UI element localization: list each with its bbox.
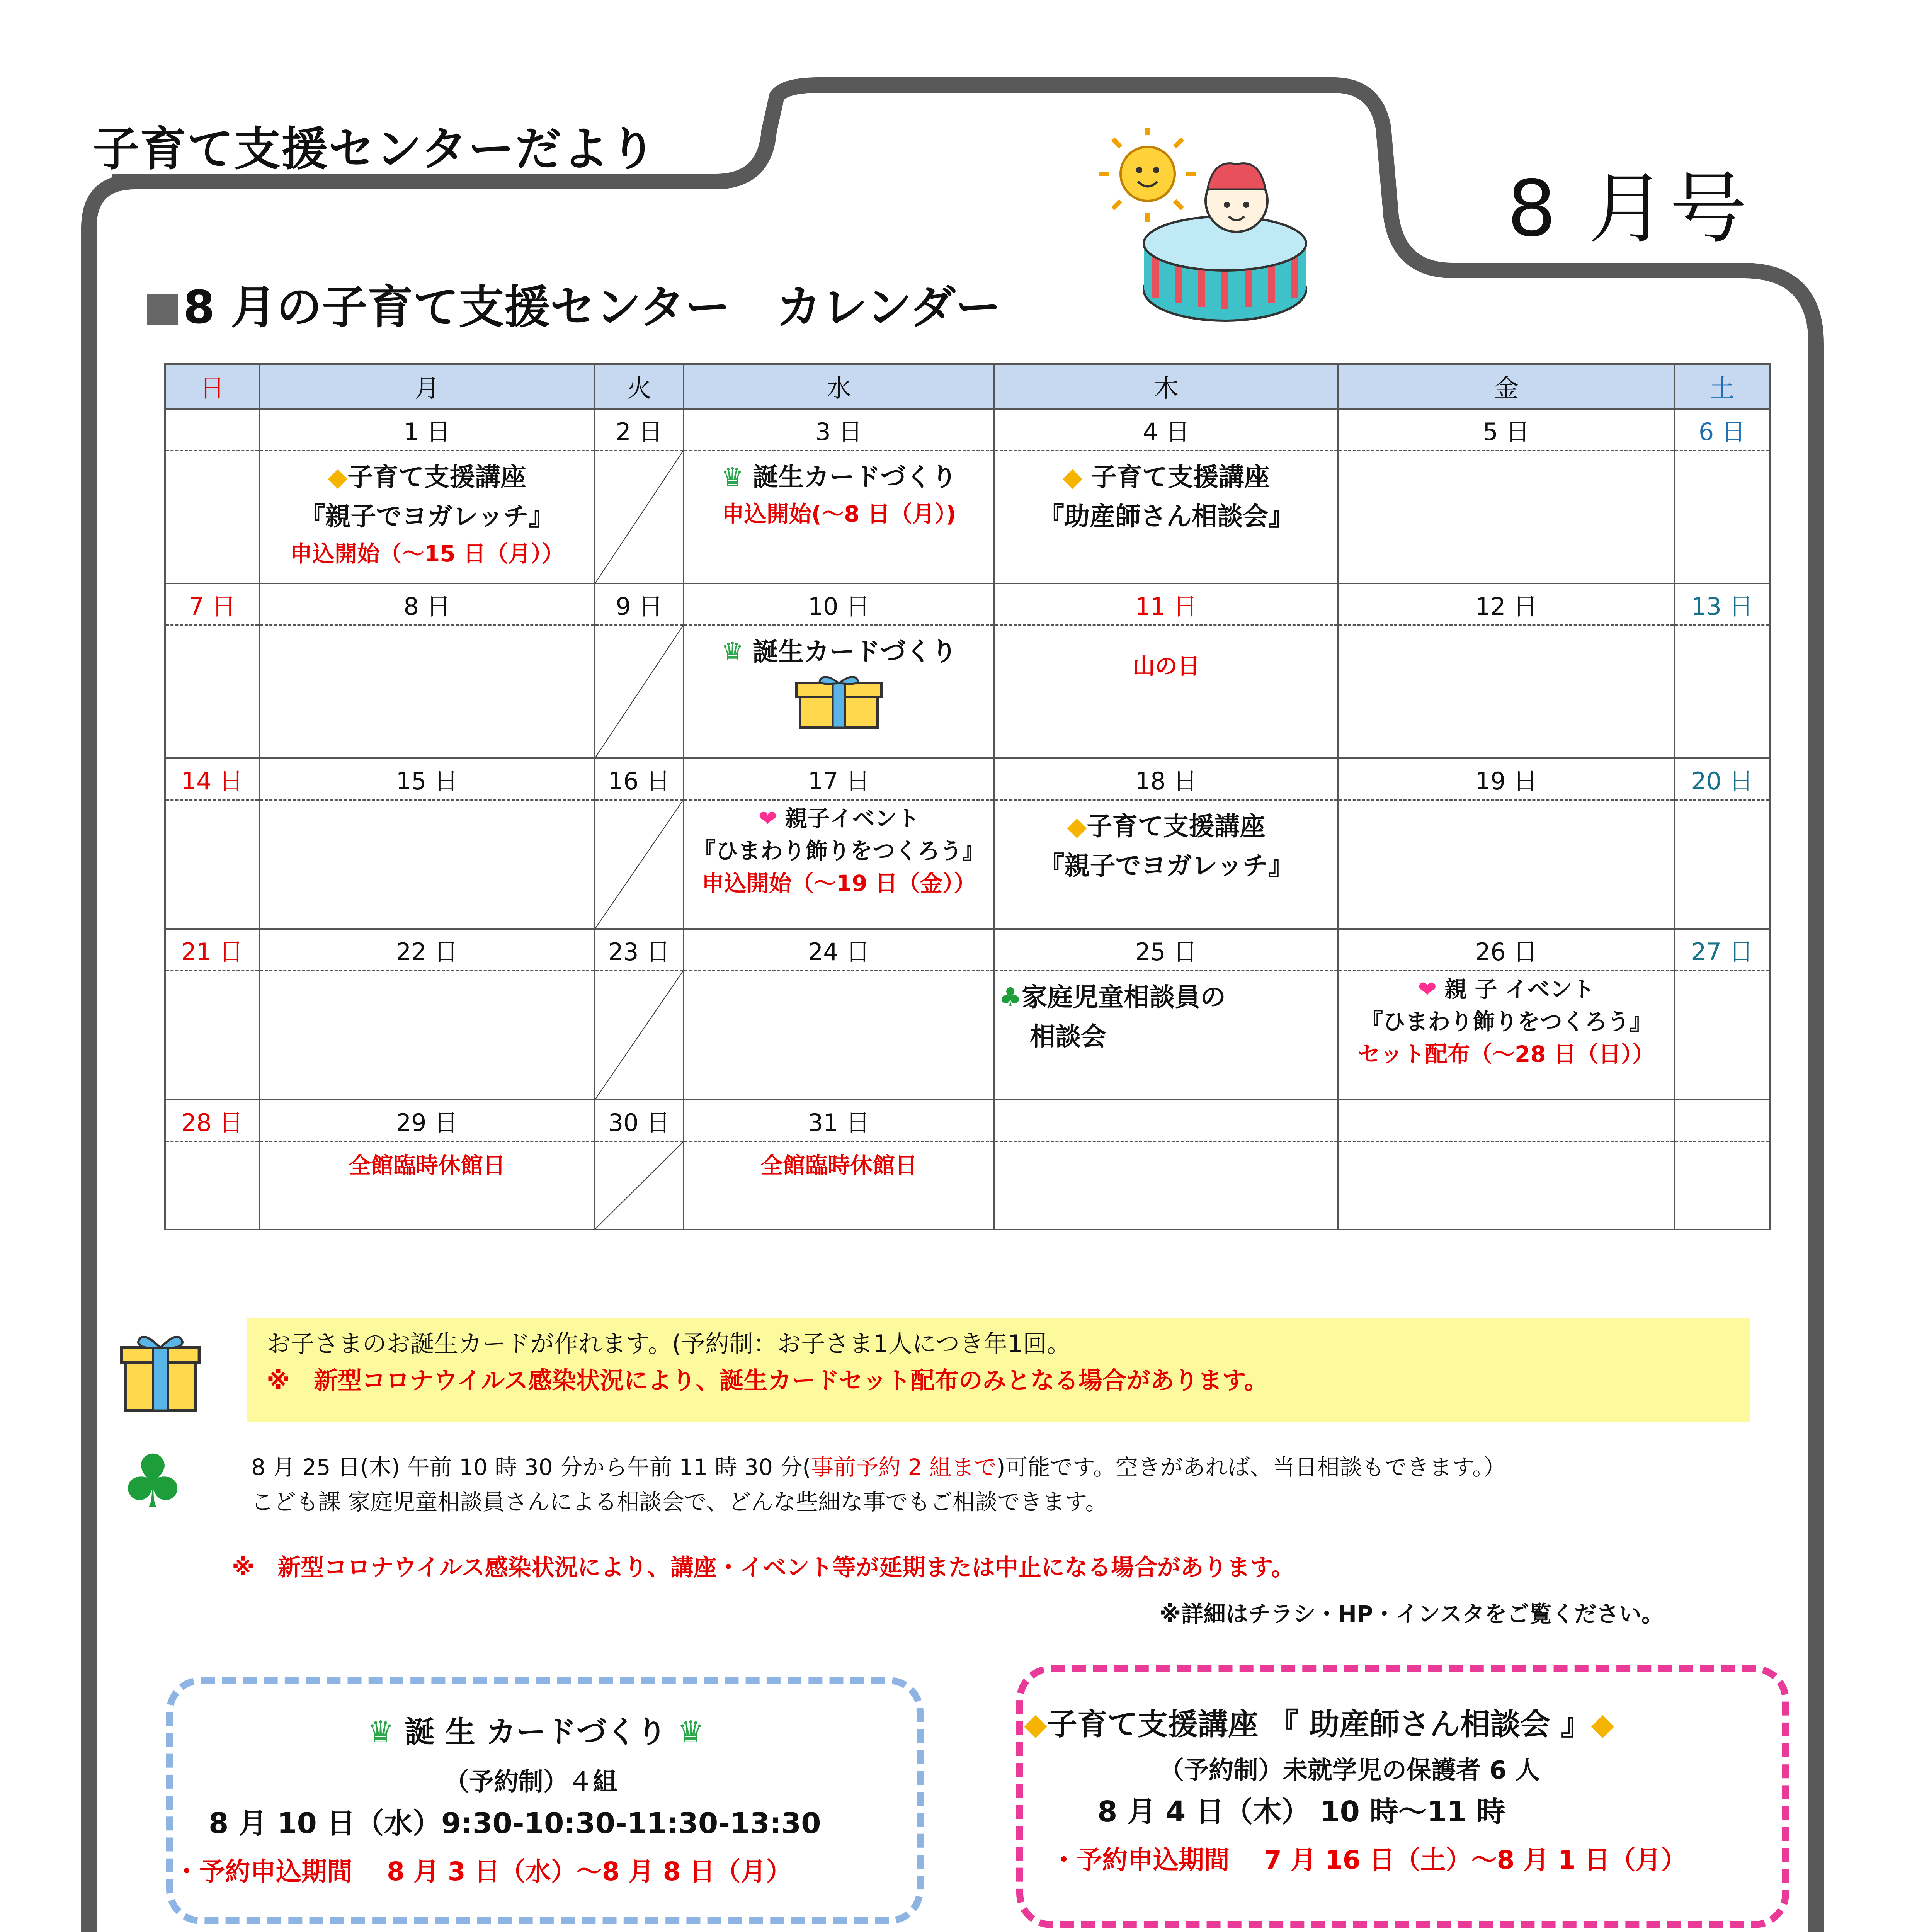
date-cell: 9 日 [595, 583, 684, 625]
midwife-consult-datetime: 8 月 4 日（木） 10 時～11 時 [1097, 1795, 1505, 1828]
midwife-consult-title: ◆子育て支援講座 『 助産師さん相談会 』◆ [1024, 1707, 1614, 1742]
event-cell [165, 971, 259, 1100]
closed-slash [595, 1142, 683, 1229]
event-cell [684, 971, 994, 1100]
date-cell: 13 日 [1674, 583, 1770, 625]
event-cell: ◆子育て支援講座 『親子でヨガレッチ』 申込開始（～15 日（月）） [259, 451, 595, 583]
date-row [165, 758, 1770, 800]
date-cell: 26 日 [1338, 929, 1674, 971]
weekday-sun: 日 [165, 364, 259, 409]
heart-icon: ❤ [1418, 976, 1437, 1002]
event-cell: 全館臨時休館日 [684, 1141, 994, 1230]
closed-cell [595, 1141, 684, 1230]
event-cell [1674, 971, 1770, 1100]
weekday-tue: 火 [595, 364, 684, 409]
date-cell: 3 日 [684, 409, 994, 451]
weekday-header-row [165, 364, 1770, 409]
event-cell: ♛ 誕生カードづくり [684, 625, 994, 758]
birthday-card-period: ・予約申込期間 8 月 3 日（水）～8 月 8 日（月） [174, 1857, 792, 1886]
diamond-icon: ◆ [1024, 1707, 1047, 1742]
gift-icon [793, 672, 885, 730]
diamond-icon: ◆ [1067, 811, 1087, 841]
birthday-covid-note: ※ 新型コロナウイルス感染状況により、誕生カードセット配布のみとなる場合があります。 [267, 1366, 1268, 1395]
birthday-note: お子さまのお誕生カードが作れます。(予約制：お子さま1人につき年1回。 [267, 1330, 1071, 1358]
date-cell: 5 日 [1338, 409, 1674, 451]
date-cell: 24 日 [684, 929, 994, 971]
diamond-icon: ◆ [1591, 1707, 1614, 1742]
birthday-card-capacity: （予約制）４組 [444, 1768, 617, 1796]
details-note: ※詳細はチラシ・HP・インスタをご覧ください。 [1159, 1601, 1664, 1627]
date-cell: 31 日 [684, 1100, 994, 1141]
pool-illustration [1097, 128, 1314, 328]
gift-icon [116, 1329, 205, 1414]
clover-icon: ♣ [120, 1439, 186, 1524]
date-cell: 4 日 [994, 409, 1338, 451]
date-cell [165, 409, 259, 451]
diamond-icon: ◆ [328, 462, 348, 492]
event-cell [1674, 625, 1770, 758]
date-cell: 20 日 [1674, 758, 1770, 800]
issue-number: 8 月号 [1507, 164, 1751, 254]
event-cell [1674, 451, 1770, 583]
event-cell: ♛ 誕生カードづくり 申込開始(～8 日（月）) [684, 451, 994, 583]
event-cell [259, 800, 595, 929]
date-cell: 14 日 [165, 758, 259, 800]
date-row [165, 409, 1770, 451]
event-cell [259, 971, 595, 1100]
heart-icon: ❤ [758, 805, 777, 832]
crown-icon: ♛ [721, 637, 744, 667]
event-cell: ◆子育て支援講座 『親子でヨガレッチ』 [994, 800, 1338, 929]
square-bullet-icon [147, 294, 178, 325]
date-cell: 23 日 [595, 929, 684, 971]
date-cell: 15 日 [259, 758, 595, 800]
date-cell: 29 日 [259, 1100, 595, 1141]
event-cell [259, 625, 595, 758]
closed-cell [595, 971, 684, 1100]
weekday-sat: 土 [1674, 364, 1770, 409]
crown-icon: ♛ [367, 1715, 394, 1750]
weekday-mon: 月 [259, 364, 595, 409]
date-row [165, 929, 1770, 971]
event-row [165, 800, 1770, 929]
date-cell: 25 日 [994, 929, 1338, 971]
event-cell [165, 451, 259, 583]
closed-slash [595, 801, 683, 928]
date-cell: 7 日 [165, 583, 259, 625]
event-row [165, 1141, 1770, 1230]
newsletter-title: 子育て支援センターだより [93, 122, 657, 176]
date-cell: 17 日 [684, 758, 994, 800]
event-cell [165, 625, 259, 758]
crown-icon: ♛ [677, 1715, 704, 1750]
closed-slash [595, 451, 683, 583]
date-row [165, 583, 1770, 625]
event-cell [1338, 800, 1674, 929]
event-cell: 全館臨時休館日 [259, 1141, 595, 1230]
event-cell [1338, 625, 1674, 758]
midwife-consult-capacity: （予約制）未就学児の保護者 6 人 [1159, 1756, 1540, 1785]
clover-icon: ♣ [999, 982, 1022, 1012]
weekday-wed: 水 [684, 364, 994, 409]
birthday-card-title: ♛ 誕 生 カードづくり ♛ [367, 1715, 704, 1750]
closed-cell [595, 451, 684, 583]
weekday-fri: 金 [1338, 364, 1674, 409]
date-cell: 11 日 [994, 583, 1338, 625]
event-cell: ❤ 親 子 イベント 『ひまわり飾りをつくろう』 セット配布（～28 日（日）） [1338, 971, 1674, 1100]
closed-cell [595, 625, 684, 758]
date-cell [1338, 1100, 1674, 1141]
date-cell: 27 日 [1674, 929, 1770, 971]
crown-icon: ♛ [721, 462, 744, 492]
calendar-heading: 8 月の子育て支援センター カレンダー [147, 270, 1001, 336]
birthday-card-datetime: 8 月 10 日（水）9:30-10:30-11:30-13:30 [209, 1807, 821, 1840]
event-row [165, 971, 1770, 1100]
date-cell: 1 日 [259, 409, 595, 451]
event-cell: 山の日 [994, 625, 1338, 758]
date-cell: 8 日 [259, 583, 595, 625]
closed-cell [595, 800, 684, 929]
event-row [165, 625, 1770, 758]
event-cell [994, 1141, 1338, 1230]
event-cell: ❤ 親子イベント 『ひまわり飾りをつくろう』 申込開始（～19 日（金）） [684, 800, 994, 929]
closed-slash [595, 626, 683, 757]
date-cell: 18 日 [994, 758, 1338, 800]
diamond-icon: ◆ [1063, 462, 1082, 492]
closed-slash [595, 971, 683, 1099]
date-cell: 12 日 [1338, 583, 1674, 625]
event-row [165, 451, 1770, 583]
date-cell: 22 日 [259, 929, 595, 971]
event-cell [1674, 800, 1770, 929]
covid-note: ※ 新型コロナウイルス感染状況により、講座・イベント等が延期または中止になる場合があります。 [232, 1554, 1294, 1581]
consult-description: こども課 家庭児童相談員さんによる相談会で、どんな些細な事でもご相談できます。 [251, 1489, 1108, 1515]
sun-icon [1099, 128, 1196, 222]
event-cell [1338, 451, 1674, 583]
consult-note: 8 月 25 日(木) 午前 10 時 30 分から午前 11 時 30 分(事前予約 2 組まで)可能です。空きがあれば、当日相談もできます。） [251, 1454, 1506, 1480]
event-cell: ◆ 子育て支援講座 『助産師さん相談会』 [994, 451, 1338, 583]
calendar-table [164, 363, 1771, 1230]
event-cell [165, 1141, 259, 1230]
event-cell [1674, 1141, 1770, 1230]
date-cell: 6 日 [1674, 409, 1770, 451]
midwife-consult-period: ・予約申込期間 7 月 16 日（土）～8 月 1 日（月） [1051, 1845, 1687, 1875]
event-cell: ♣家庭児童相談員の 相談会 [994, 971, 1338, 1100]
date-cell: 19 日 [1338, 758, 1674, 800]
date-cell: 28 日 [165, 1100, 259, 1141]
date-row [165, 1100, 1770, 1141]
date-cell [994, 1100, 1338, 1141]
event-cell [1338, 1141, 1674, 1230]
weekday-thu: 木 [994, 364, 1338, 409]
date-cell: 10 日 [684, 583, 994, 625]
date-cell: 16 日 [595, 758, 684, 800]
date-cell: 2 日 [595, 409, 684, 451]
event-cell [165, 800, 259, 929]
date-cell: 30 日 [595, 1100, 684, 1141]
date-cell [1674, 1100, 1770, 1141]
date-cell: 21 日 [165, 929, 259, 971]
